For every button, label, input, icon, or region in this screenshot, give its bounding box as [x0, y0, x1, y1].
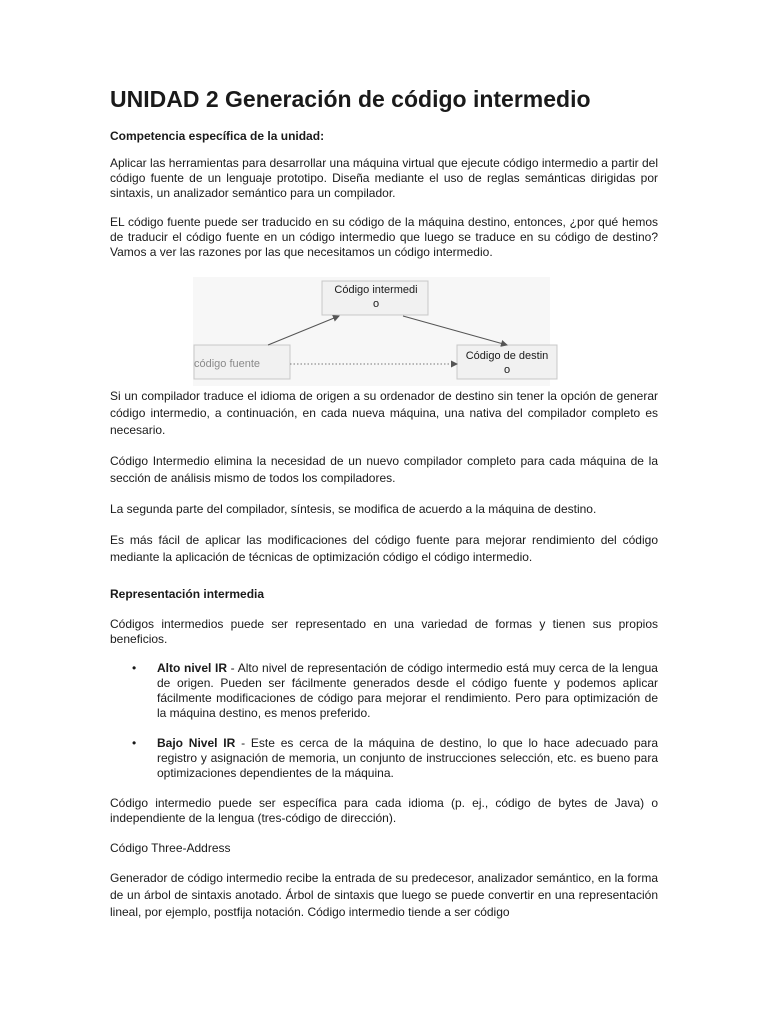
generator-paragraph: Generador de código intermedio recibe la entrada de su predecesor, analizador semántico, en la forma de un árbol de sintaxis anotado. Árbol de sintaxis que luego se puede convertir en una representación lineal, por ejemplo, postfija notación. Código intermedio tiende a ser código: [110, 871, 658, 919]
page-title: UNIDAD 2 Generación de código intermedio: [110, 86, 591, 112]
source-code-label: código fuente: [194, 358, 261, 370]
bullet-text: - Este es cerca de la máquina de destino, lo que lo hace adecuado para registro y asignación de memoria, un conjunto de instrucciones selección, etc. es bueno para optimizaciones dependientes de la máquina.: [157, 736, 659, 780]
bullet-text: - Alto nivel de representación de código intermedio está muy cerca de la lengua de origen. Pueden ser fácilmente generados desde el código fuente y podemos aplicar fácilmente modificaciones de código para mejorar el rendimiento. Pero para optimización de la máquina destino, es menos preferido.: [157, 661, 658, 720]
representation-heading: Representación intermedia: [110, 587, 265, 601]
source-code-paragraph: EL código fuente puede ser traducido en su código de la máquina destino, entonces, ¿por qué hemos de traducir el código fuente en un código intermedio que luego se traduce en su código de destino? Vamos a ver las razones por las que necesitamos un código intermedio.: [110, 215, 658, 259]
document-content: [110, 84, 658, 921]
compiler-paragraph: Si un compilador traduce el idioma de origen a su ordenador de destino sin tener la opción de generar código intermedio, a continuación, en cada nueva máquina, una nativa del compilador completo es necesario.: [110, 389, 658, 437]
competencia-heading: Competencia específica de la unidad:: [110, 129, 325, 143]
synthesis-paragraph: La segunda parte del compilador, síntesis, se modifica de acuerdo a la máquina de destino.: [110, 502, 597, 516]
bullet-term: Bajo Nivel IR: [157, 736, 236, 750]
intermediate-code-label-line2: o: [372, 298, 380, 310]
intermediate-code-label-line1: Código intermedi: [334, 284, 418, 296]
compilation-diagram: [110, 277, 658, 386]
bullet-marker: •: [132, 661, 137, 675]
target-code-label-line1: Código de destin: [465, 350, 549, 362]
bullet-marker: •: [132, 736, 137, 750]
language-specific-paragraph: Código intermedio puede ser específica para cada idioma (p. ej., código de bytes de Java) o independiente de la lengua (tres-código de dirección).: [110, 796, 658, 825]
list-item: [110, 736, 658, 781]
target-code-label: [455, 349, 559, 377]
bullet-term: Alto nivel IR: [157, 661, 228, 675]
intermediate-eliminates-paragraph: Código Intermedio elimina la necesidad de un nuevo compilador completo para cada máquina de la sección de análisis mismo de todos los compiladores.: [110, 454, 658, 485]
representation-paragraph: Códigos intermedios puede ser representado en una variedad de formas y tienen sus propios beneficios.: [110, 617, 658, 646]
target-code-label-line2: o: [503, 364, 511, 376]
ir-level-list: [110, 661, 658, 781]
list-item: [110, 661, 658, 721]
intro-paragraph: Aplicar las herramientas para desarrollar una máquina virtual que ejecute código intermedio a partir del código fuente de un lenguaje prototipo. Diseña mediante el uso de reglas semánticas dirigidas por sintaxis, un analizador semántico para un compilador.: [110, 156, 658, 200]
three-address-heading: Código Three-Address: [110, 841, 231, 855]
intermediate-code-label: [322, 283, 430, 311]
optimization-paragraph: Es más fácil de aplicar las modificaciones del código fuente para mejorar rendimiento del código mediante la aplicación de técnicas de optimización código el código intermedio.: [110, 533, 658, 564]
